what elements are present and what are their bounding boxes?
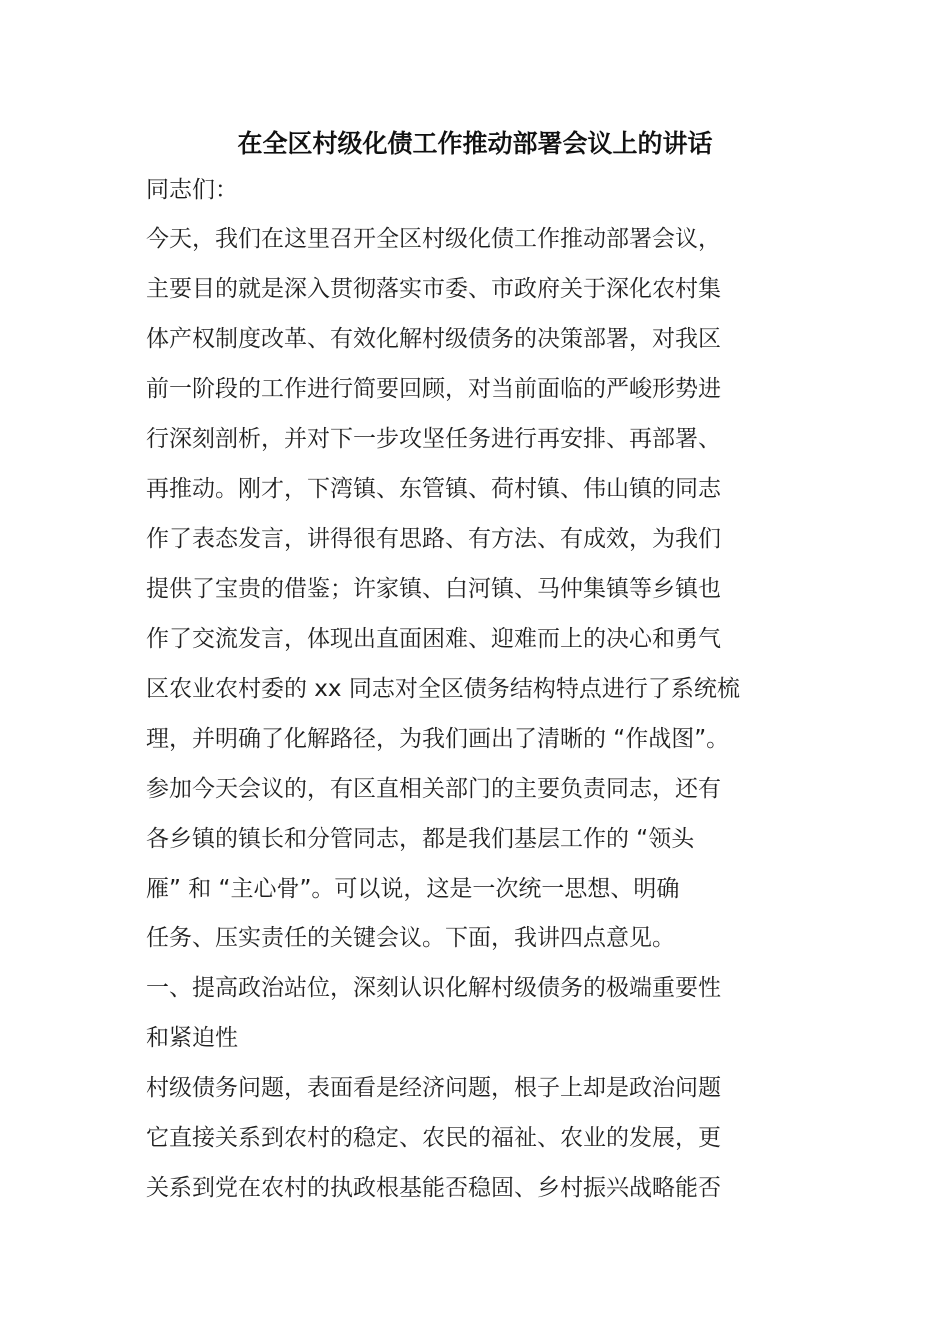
- text-line: 理，并明确了化解路径，为我们画出了清晰的 “作战图”。: [146, 726, 730, 752]
- text-line: 体产权制度改革、有效化解村级债务的决策部署，对我区: [146, 326, 721, 352]
- text-line: 再推动。刚才，下湾镇、东管镇、荷村镇、伟山镇的同志: [146, 476, 721, 502]
- text-line: 关系到党在农村的执政根基能否稳固、乡村振兴战略能否: [146, 1175, 721, 1201]
- document-title: 在全区村级化债工作推动部署会议上的讲话: [237, 129, 713, 158]
- section-heading-line: 和紧迫性: [146, 1025, 238, 1051]
- text-line: 它直接关系到农村的稳定、农民的福祉、农业的发展，更: [146, 1125, 721, 1151]
- text-line: 作了交流发言，体现出直面困难、迎难而上的决心和勇气: [146, 626, 721, 652]
- text-line: 同志们：: [146, 177, 238, 203]
- text-line: 提供了宝贵的借鉴；许家镇、白河镇、马仲集镇等乡镇也: [146, 576, 721, 602]
- text-line: 行深刻剖析，并对下一步攻坚任务进行再安排、再部署、: [146, 426, 721, 452]
- text-line: 参加今天会议的，有区直相关部门的主要负责同志，还有: [146, 776, 721, 802]
- text-line: 今天，我们在这里召开全区村级化债工作推动部署会议，: [146, 226, 721, 252]
- section-heading-line: 一、提高政治站位，深刻认识化解村级债务的极端重要性: [146, 975, 721, 1001]
- text-line: 区农业农村委的 xx 同志对全区债务结构特点进行了系统梳: [146, 676, 740, 702]
- text-line: 主要目的就是深入贯彻落实市委、市政府关于深化农村集: [146, 276, 721, 302]
- text-line: 雁” 和 “主心骨”。可以说，这是一次统一思想、明确: [146, 876, 680, 902]
- text-line: 村级债务问题，表面看是经济问题，根子上却是政治问题: [146, 1075, 721, 1101]
- text-line: 各乡镇的镇长和分管同志，都是我们基层工作的 “领头: [146, 826, 695, 852]
- text-line: 前一阶段的工作进行简要回顾，对当前面临的严峻形势进: [146, 376, 721, 402]
- text-line: 作了表态发言，讲得很有思路、有方法、有成效，为我们: [146, 526, 721, 552]
- text-line: 任务、压实责任的关键会议。下面，我讲四点意见。: [146, 925, 675, 951]
